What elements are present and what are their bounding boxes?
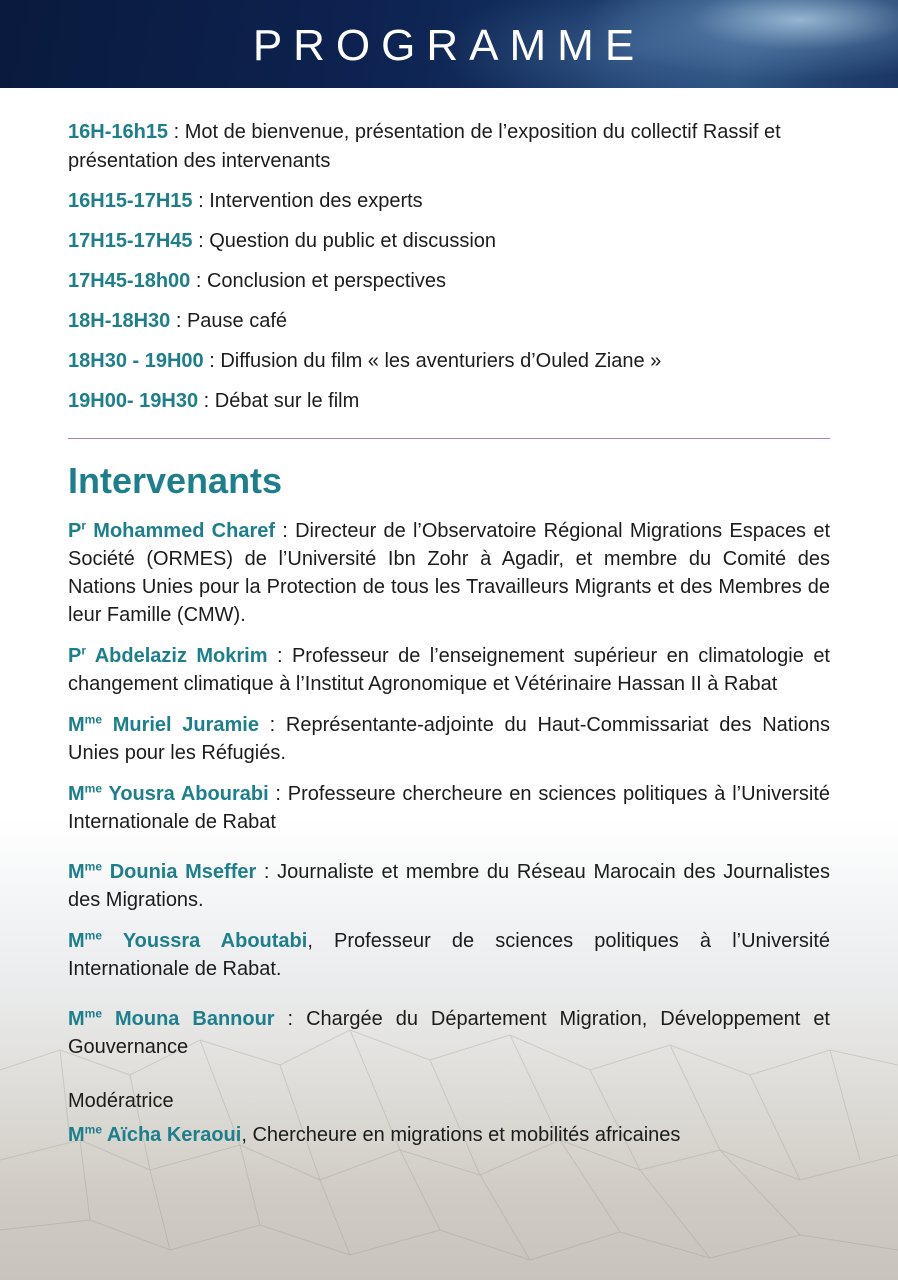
honorific: P <box>68 645 82 667</box>
speaker-desc: Journaliste et membre du Réseau Marocain des Journalistes des Migrations. <box>68 861 831 911</box>
separator: : <box>256 861 278 883</box>
speaker-desc: Professeure chercheure en sciences politiques à l’Université Internationale de Rabat <box>68 783 831 833</box>
name-text: Abdelaziz Mokrim <box>94 645 268 667</box>
schedule-time: 18H-18H30 <box>68 310 171 332</box>
schedule-list <box>68 118 830 416</box>
separator: : <box>192 230 210 252</box>
honorific-sup: me <box>84 928 103 943</box>
schedule-item <box>68 307 830 336</box>
schedule-desc: Débat sur le film <box>214 390 360 412</box>
honorific-sup: r <box>81 518 87 533</box>
separator: : <box>268 783 288 805</box>
moderator-desc: Chercheure en migrations et mobilités africaines <box>252 1124 681 1146</box>
speaker-name <box>68 1008 275 1030</box>
name-text: Yousra Abourabi <box>108 783 269 805</box>
name-text: Youssra Aboutabi <box>122 930 308 952</box>
speaker-item <box>68 927 830 983</box>
schedule-time: 18H30 - 19H00 <box>68 350 204 372</box>
main-content <box>68 118 830 1162</box>
schedule-item <box>68 227 830 256</box>
speaker-item <box>68 642 830 698</box>
speaker-name <box>68 783 269 805</box>
moderator-name <box>68 1124 241 1146</box>
schedule-desc: Conclusion et perspectives <box>206 270 446 292</box>
speaker-desc: Chargée du Département Migration, Développement et Gouvernance <box>68 1008 830 1058</box>
honorific-sup: me <box>84 712 103 727</box>
speakers-heading: Intervenants <box>68 460 283 501</box>
schedule-item <box>68 187 830 216</box>
speaker-name <box>68 861 256 883</box>
schedule-time: 19H00- 19H30 <box>68 390 199 412</box>
separator: : <box>168 121 185 143</box>
honorific: M <box>68 930 85 952</box>
separator: : <box>274 1008 307 1030</box>
name-text: Muriel Juramie <box>112 714 259 736</box>
honorific: M <box>68 861 85 883</box>
moderator-item <box>68 1121 830 1149</box>
schedule-item <box>68 118 830 176</box>
schedule-time: 17H45-18h00 <box>68 270 191 292</box>
schedule-time: 16H15-17H15 <box>68 190 193 212</box>
separator: : <box>190 270 207 292</box>
page-title: PROGRAMME <box>252 21 646 70</box>
programme-header <box>0 0 898 88</box>
name-text: Mouna Bannour <box>114 1008 275 1030</box>
speaker-desc: Directeur de l’Observatoire Régional Migrations Espaces et Société (ORMES) de l’Université Ibn Zohr à Agadir, et membre du Comité des Nations Unies pour la Protection de tous les Travailleurs Migrants et des Membres de leur Famille (CMW). <box>68 520 830 626</box>
schedule-item <box>68 347 830 376</box>
honorific-sup: me <box>84 1122 103 1137</box>
speaker-item <box>68 1005 830 1061</box>
speaker-desc: Professeur de l’enseignement supérieur en climatologie et changement climatique à l’Institut Agronomique et Vétérinaire Hassan II à Rabat <box>68 645 830 695</box>
schedule-time: 16H-16h15 <box>68 121 169 143</box>
name-text: Aïcha Keraoui <box>106 1124 242 1146</box>
separator: : <box>267 645 292 667</box>
schedule-desc: Question du public et discussion <box>209 230 497 252</box>
speaker-item <box>68 780 830 836</box>
honorific: M <box>68 1124 85 1146</box>
speaker-name <box>68 520 275 542</box>
section-divider <box>68 438 830 439</box>
speaker-name <box>68 645 268 667</box>
separator: : <box>170 310 187 332</box>
honorific: M <box>68 714 85 736</box>
separator: : <box>192 190 210 212</box>
honorific-sup: me <box>84 859 103 874</box>
schedule-time: 17H15-17H45 <box>68 230 193 252</box>
speaker-item <box>68 711 830 767</box>
schedule-item <box>68 387 830 416</box>
separator: : <box>198 390 215 412</box>
speaker-name <box>68 714 259 736</box>
honorific-sup: me <box>84 781 103 796</box>
honorific: M <box>68 1008 85 1030</box>
speaker-desc: Professeur de sciences politiques à l’Université Internationale de Rabat. <box>68 930 831 980</box>
honorific-sup: me <box>84 1006 103 1021</box>
schedule-item <box>68 267 830 296</box>
honorific: M <box>68 783 85 805</box>
honorific-sup: r <box>81 643 87 658</box>
speaker-item <box>68 517 830 629</box>
separator: : <box>275 520 296 542</box>
schedule-desc: Mot de bienvenue, présentation de l’exposition du collectif Rassif et présentation des intervenants <box>68 121 781 172</box>
schedule-desc: Intervention des experts <box>209 190 423 212</box>
speaker-desc: Représentante-adjointe du Haut-Commissariat des Nations Unies pour les Réfugiés. <box>68 714 831 764</box>
speakers-list <box>68 517 830 1061</box>
separator: : <box>259 714 286 736</box>
schedule-desc: Pause café <box>186 310 288 332</box>
speaker-name <box>68 930 307 952</box>
honorific: P <box>68 520 82 542</box>
moderator-label: Modératrice <box>68 1090 174 1112</box>
speaker-item <box>68 858 830 914</box>
separator: , <box>241 1124 253 1146</box>
name-text: Dounia Mseffer <box>109 861 257 883</box>
name-text: Mohammed Charef <box>93 520 276 542</box>
schedule-desc: Diffusion du film « les aventuriers d’Ouled Ziane » <box>220 350 662 372</box>
separator: , <box>307 930 335 952</box>
separator: : <box>203 350 221 372</box>
